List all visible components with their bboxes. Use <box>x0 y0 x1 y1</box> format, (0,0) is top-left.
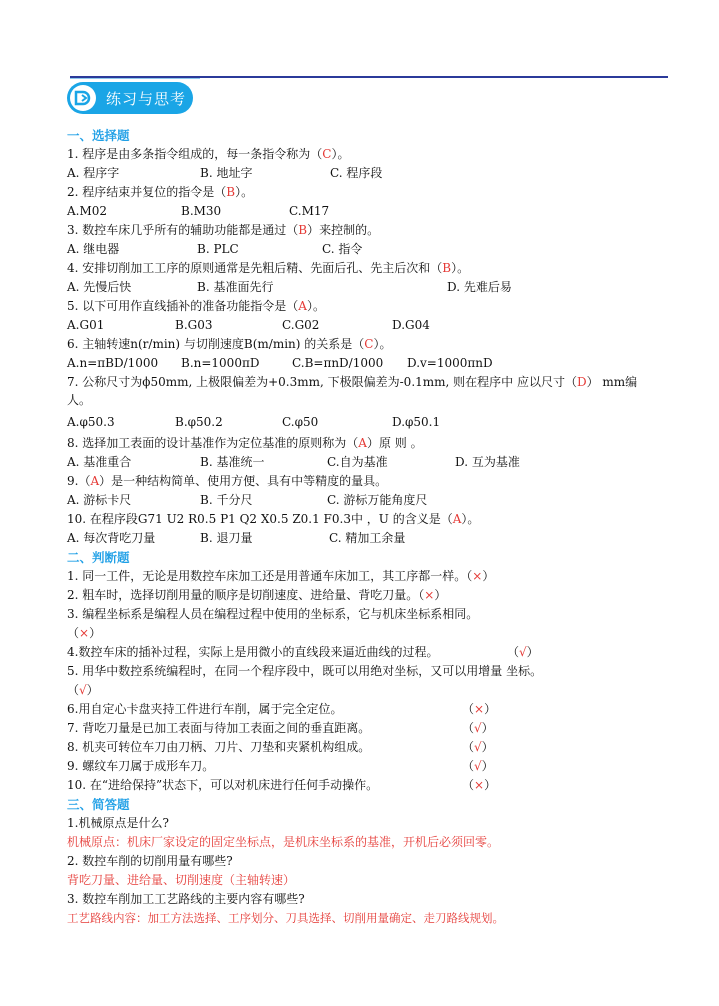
answer-mark: A <box>452 512 462 526</box>
options-1 <box>67 164 667 183</box>
practice-icon <box>70 85 96 111</box>
option: A. 继电器 <box>67 242 120 256</box>
section-heading-choice: 一、选择题 <box>67 128 130 143</box>
answer-mark: × <box>424 588 435 602</box>
option: B.M30 <box>181 204 222 218</box>
option: A.G01 <box>67 318 105 332</box>
options-10 <box>67 529 667 548</box>
answer-mark: B <box>226 185 236 199</box>
option: C.B=πnD/1000 <box>292 356 384 370</box>
judge-1: 1. 同一工件，无论是用数控车床加工还是用普通车床加工，其工序都一样。（×） <box>67 569 495 583</box>
options-4 <box>67 278 667 297</box>
short-question-3: 3. 数控车削加工工艺路线的主要内容有哪些? <box>67 892 305 906</box>
judge-9: 9. 螺纹车刀属于成形车刀。 （√） <box>67 759 494 773</box>
judge-6: 6.用自定心卡盘夹持工件进行车削，属于完全定位。 （×） <box>67 702 497 716</box>
option: B. 基准统一 <box>200 455 265 469</box>
short-question-2: 2. 数控车削的切削用量有哪些? <box>67 854 233 868</box>
option: C.自为基准 <box>327 455 388 469</box>
badge-title: 练习与思考 <box>106 89 187 108</box>
option: D. 先难后易 <box>447 280 512 294</box>
answer-mark: × <box>474 702 485 716</box>
option: B. 千分尺 <box>200 493 253 507</box>
section-badge <box>67 82 193 114</box>
options-6 <box>67 354 667 373</box>
option: A. 先慢后快 <box>67 280 132 294</box>
question-2: 2. 程序结束并复位的指令是（B）。 <box>67 185 254 199</box>
judge-5: 5. 用华中数控系统编程时，在同一个程序段中，既可以用绝对坐标，又可以用增量 坐标。 <box>67 664 543 678</box>
answer-mark: √ <box>474 759 482 773</box>
option: B.G03 <box>175 318 213 332</box>
answer-mark: × <box>79 626 90 640</box>
judge-3-answer: （×） <box>67 626 102 640</box>
question-4: 4. 安排切削加工工序的原则通常是先粗后精、先面后孔、先主后次和（B）。 <box>67 261 470 275</box>
option: D.v=1000πnD <box>407 356 493 370</box>
judge-10: 10. 在“进给保持”状态下，可以对机床进行任何手动操作。 （×） <box>67 778 497 792</box>
option: B.φ50.2 <box>175 415 223 429</box>
option: B. 地址字 <box>200 166 253 180</box>
options-2 <box>67 202 667 221</box>
question-1: 1. 程序是由多条指令组成的，每一条指令称为（C）。 <box>67 147 350 161</box>
question-9: 9.（A）是一种结构简单、使用方便、具有中等精度的量具。 <box>67 474 388 488</box>
worksheet-content <box>67 126 667 928</box>
answer-mark: × <box>474 778 485 792</box>
option: A.M02 <box>67 204 108 218</box>
judge-4: 4.数控车床的插补过程，实际上是用微小的直线段来逼近曲线的过程。 （√） <box>67 645 539 659</box>
question-8: 8. 选择加工表面的设计基准作为定位基准的原则称为（A）原 则 。 <box>67 436 423 450</box>
short-question-1: 1.机械原点是什么? <box>67 816 169 830</box>
question-3: 3. 数控车床几乎所有的辅助功能都是通过（B）来控制的。 <box>67 223 380 237</box>
answer-mark: √ <box>474 740 482 754</box>
option: C.M17 <box>289 204 330 218</box>
option: B. 基准面先行 <box>197 280 274 294</box>
option: A. 游标卡尺 <box>67 493 132 507</box>
option: A. 每次背吃刀量 <box>67 531 156 545</box>
option: C. 程序段 <box>330 166 383 180</box>
options-9 <box>67 491 667 510</box>
question-6: 6. 主轴转速n(r/min) 与切削速度B(m/min) 的关系是（C）。 <box>67 337 392 351</box>
section-heading-judge: 二、判断题 <box>67 550 130 565</box>
short-answer-3: 工艺路线内容：加工方法选择、工序划分、刀具选择、切削用量确定、走刀路线规划。 <box>67 911 504 925</box>
answer-mark: B <box>298 223 308 237</box>
judge-2: 2. 粗车时，选择切削用量的顺序是切削速度、进给量、背吃刀量。（×） <box>67 588 447 602</box>
judge-3: 3. 编程坐标系是编程人员在编程过程中使用的坐标系，它与机床坐标系相同。 <box>67 607 479 621</box>
short-answer-1: 机械原点：机床厂家设定的固定坐标点，是机床坐标系的基准，开机后必须回零。 <box>67 835 500 849</box>
options-8 <box>67 453 667 472</box>
judge-8: 8. 机夹可转位车刀由刀柄、刀片、刀垫和夹紧机构组成。 （√） <box>67 740 494 754</box>
question-5: 5. 以下可用作直线插补的准备功能指令是（A）。 <box>67 299 325 313</box>
judge-5-answer: （√） <box>67 683 99 697</box>
option: A.n=πBD/1000 <box>67 356 159 370</box>
option: C. 游标万能角度尺 <box>327 493 428 507</box>
answer-mark: √ <box>519 645 527 659</box>
question-10: 10. 在程序段G71 U2 R0.5 P1 Q2 X0.5 Z0.1 F0.3中 ，U 的含义是（A）。 <box>67 512 480 526</box>
judge-7: 7. 背吃刀量是已加工表面与待加工表面之间的垂直距离。 （√） <box>67 721 494 735</box>
answer-mark: √ <box>79 683 87 697</box>
answer-mark: C <box>364 337 374 351</box>
option: D.G04 <box>392 318 430 332</box>
header-rule-accent <box>70 78 200 79</box>
answer-mark: A <box>90 474 100 488</box>
section-heading-short: 三、简答题 <box>67 797 130 812</box>
option: B. 退刀量 <box>200 531 253 545</box>
option: D. 互为基准 <box>455 455 520 469</box>
answer-mark: A <box>298 299 307 313</box>
answer-mark: D <box>576 375 587 389</box>
option: C.φ50 <box>282 415 319 429</box>
option: C. 精加工余量 <box>329 531 406 545</box>
short-answer-2: 背吃刀量、进给量、切削速度（主轴转速） <box>67 873 296 887</box>
answer-mark: A <box>358 436 367 450</box>
options-7 <box>67 413 667 432</box>
option: C. 指令 <box>322 242 363 256</box>
options-3 <box>67 240 667 259</box>
question-7: 7. 公称尺寸为ϕ50mm, 上极限偏差为+0.3mm, 下极限偏差为-0.1mm, 则在程序中 应以尺寸（D） mm编人。 <box>67 375 638 407</box>
option: A.φ50.3 <box>67 415 115 429</box>
option: C.G02 <box>282 318 320 332</box>
option: B.n=1000πD <box>181 356 260 370</box>
answer-mark: B <box>442 261 452 275</box>
option: D.φ50.1 <box>392 415 441 429</box>
option: B. PLC <box>197 242 239 256</box>
option: A. 程序字 <box>67 166 120 180</box>
answer-mark: × <box>472 569 483 583</box>
answer-mark: √ <box>474 721 482 735</box>
option: A. 基准重合 <box>67 455 132 469</box>
options-5 <box>67 316 667 335</box>
answer-mark: C <box>322 147 332 161</box>
